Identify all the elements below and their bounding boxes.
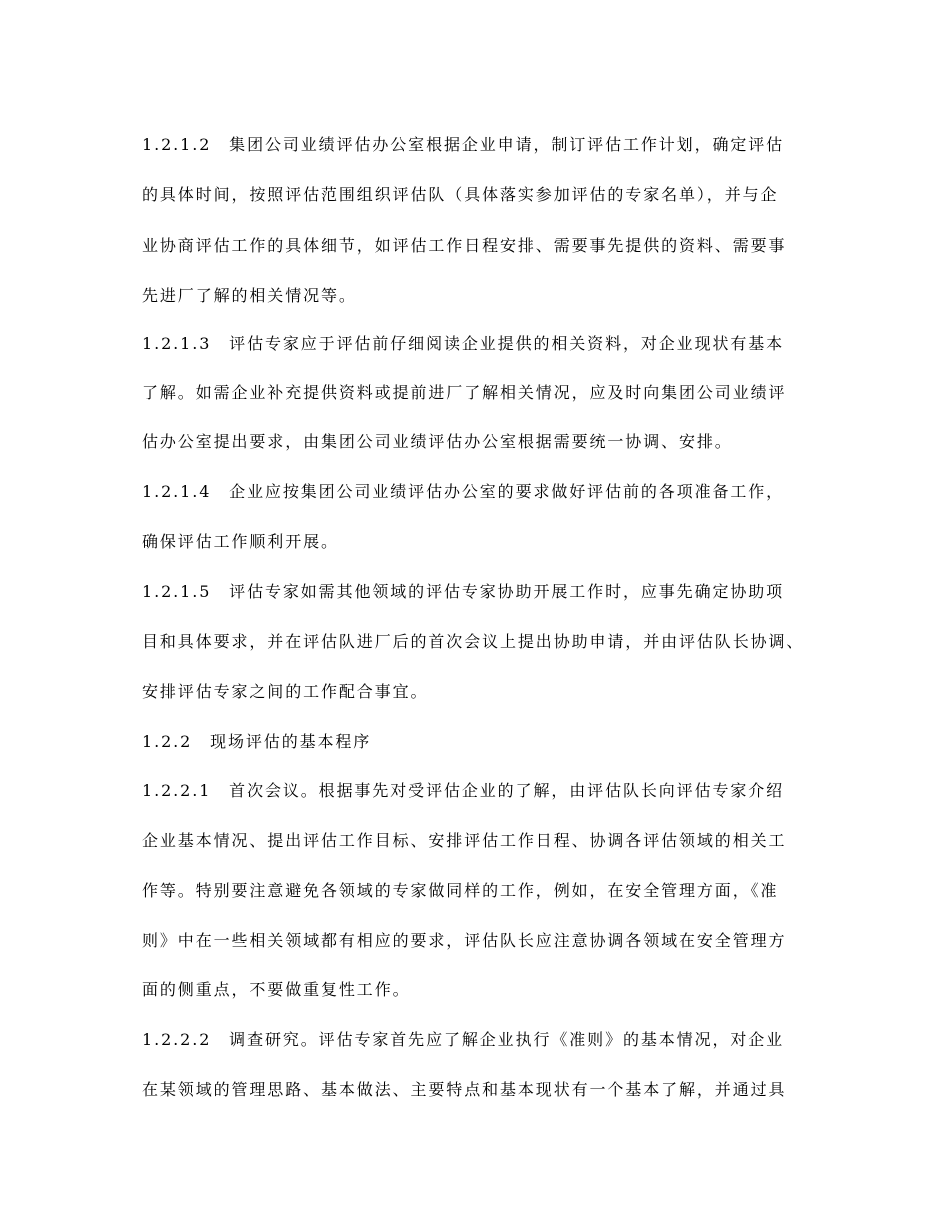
text-line: 1.2.1.2 集团公司业绩评估办公室根据企业申请，制订评估工作计划，确定评估 xyxy=(142,135,785,154)
text-line: 的具体时间，按照评估范围组织评估队（具体落实参加评估的专家名单），并与企 xyxy=(142,185,779,204)
text-line: 了解。如需企业补充提供资料或提前进厂了解相关情况，应及时向集团公司业绩评 xyxy=(142,383,787,402)
text-line: 1.2.2.2 调查研究。评估专家首先应了解企业执行《准则》的基本情况，对企业 xyxy=(142,1030,785,1049)
text-line: 安排评估专家之间的工作配合事宜。 xyxy=(142,682,429,701)
text-line: 估办公室提出要求，由集团公司业绩评估办公室根据需要统一协调、安排。 xyxy=(142,432,733,451)
text-line: 则》中在一些相关领域都有相应的要求，评估队长应注意协调各领域在安全管理方 xyxy=(142,931,787,950)
text-line: 确保评估工作顺利开展。 xyxy=(142,532,339,551)
text-line: 业协商评估工作的具体细节，如评估工作日程安排、需要事先提供的资料、需要事 xyxy=(142,236,787,255)
text-line: 1.2.2.1 首次会议。根据事先对受评估企业的了解，由评估队长向评估专家介绍 xyxy=(142,781,785,800)
text-line: 1.2.1.4 企业应按集团公司业绩评估办公室的要求做好评估前的各项准备工作， xyxy=(142,482,785,501)
text-line: 1.2.1.3 评估专家应于评估前仔细阅读企业提供的相关资料，对企业现状有基本 xyxy=(142,334,785,353)
text-line: 在某领域的管理思路、基本做法、主要特点和基本现状有一个基本了解，并通过具 xyxy=(142,1080,787,1099)
text-line: 作等。特别要注意避免各领域的专家做同样的工作，例如，在安全管理方面，《准 xyxy=(142,881,779,900)
text-line: 企业基本情况、提出评估工作目标、安排评估工作日程、协调各评估领域的相关工 xyxy=(142,831,787,850)
text-line: 面的侧重点，不要做重复性工作。 xyxy=(142,980,411,999)
text-line: 目和具体要求，并在评估队进厂后的首次会议上提出协助申请，并由评估队长协调、 xyxy=(142,632,805,651)
section-heading: 1.2.2 现场评估的基本程序 xyxy=(142,732,372,751)
text-line: 1.2.1.5 评估专家如需其他领域的评估专家协助开展工作时，应事先确定协助项 xyxy=(142,582,785,601)
text-line: 先进厂了解的相关情况等。 xyxy=(142,286,357,305)
